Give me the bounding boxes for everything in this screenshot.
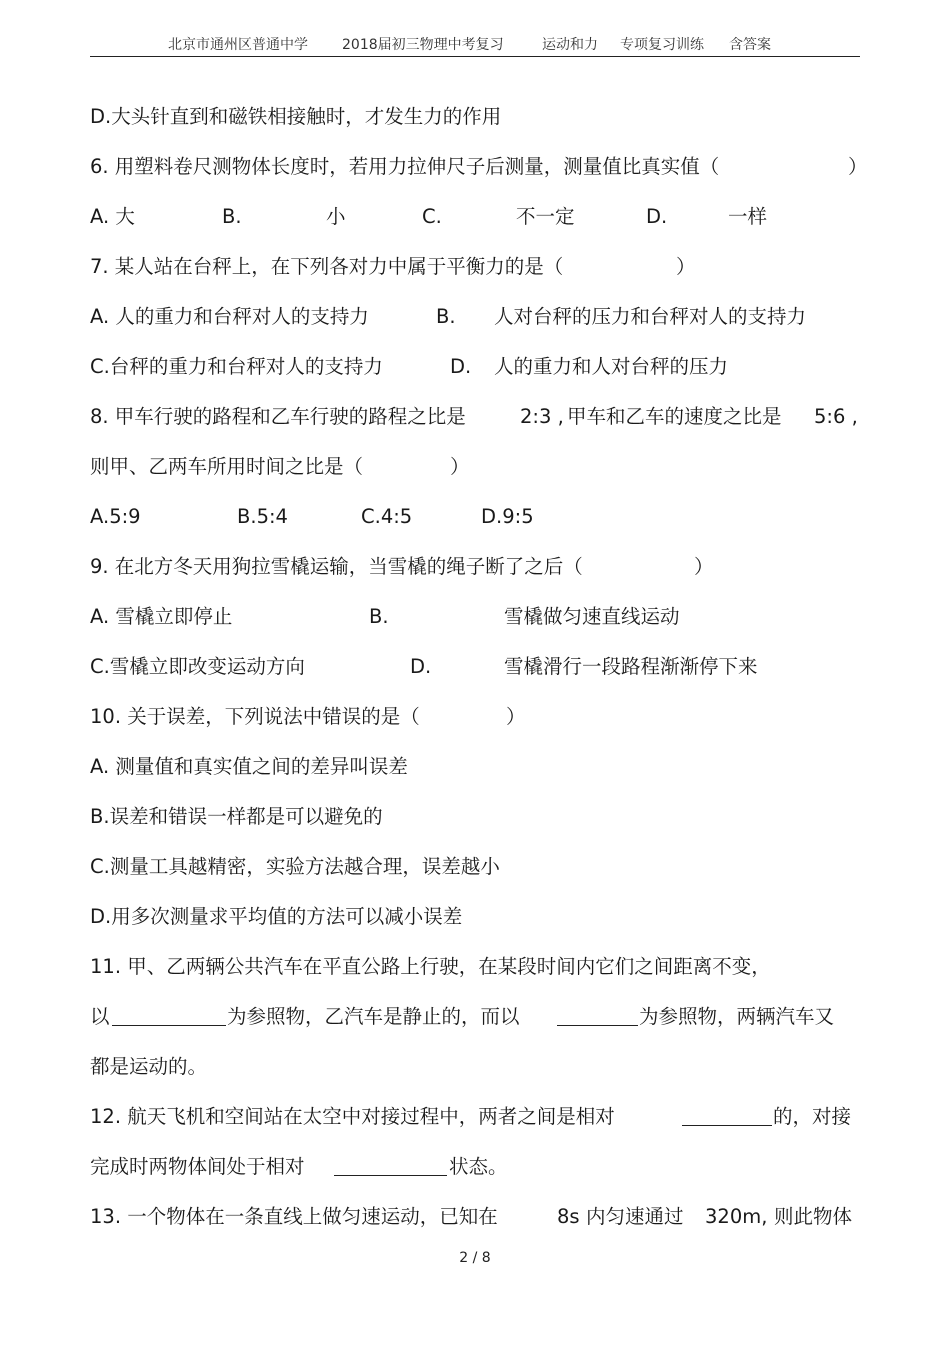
q9-option-d-text: 雪橇滑行一段路程渐渐停下来 (504, 655, 758, 678)
q10-option-a: A. 测量值和真实值之间的差异叫误差 (90, 755, 408, 778)
q7-option-c: C.台秤的重力和台秤对人的支持力 (90, 355, 383, 378)
q12-blank-2[interactable] (334, 1155, 447, 1176)
q11-blank-2[interactable] (557, 1005, 638, 1026)
header-topic: 运动和力 (542, 37, 598, 53)
q6-option-c-letter: C. (422, 205, 442, 228)
q6-option-c-text: 不一定 (516, 205, 575, 228)
q11-prefix: 以 (90, 1005, 110, 1028)
q7-option-b-text: 人对台秤的压力和台秤对人的支持力 (494, 305, 807, 328)
q6-option-b-letter: B. (222, 205, 242, 228)
q6-option-d-letter: D. (646, 205, 668, 228)
header-note: 含答案 (729, 37, 771, 53)
q8-option-a: A.5:9 (90, 505, 141, 528)
q11-line-3: 都是运动的。 (90, 1055, 208, 1078)
q8-option-d: D.9:5 (481, 505, 534, 528)
q13-stem-2: 内匀速通过 (586, 1205, 684, 1228)
q8-option-b: B.5:4 (237, 505, 288, 528)
q8-stem-2: 甲车和乙车的速度之比是 (567, 405, 782, 428)
header-series: 2018届初三物理中考复习 (342, 37, 504, 53)
q6-close-paren: ） (848, 155, 868, 178)
q9-option-c: C.雪橇立即改变运动方向 (90, 655, 305, 678)
q9-stem: 9. 在北方冬天用狗拉雪橇运输，当雪橇的绳子断了之后（ (90, 555, 583, 578)
q10-option-c: C.测量工具越精密，实验方法越合理，误差越小 (90, 855, 500, 878)
q7-option-a: A. 人的重力和台秤对人的支持力 (90, 305, 369, 328)
q11-middle: 为参照物，乙汽车是静止的，而以 (227, 1005, 520, 1028)
q9-option-a: A. 雪橇立即停止 (90, 605, 233, 628)
q12-line-2-suffix: 状态。 (449, 1155, 508, 1178)
q9-option-b-text: 雪橇做匀速直线运动 (504, 605, 680, 628)
q9-option-d-letter: D. (410, 655, 432, 678)
q13-time: 8s (557, 1205, 580, 1228)
q8-stem-3: 则甲、乙两车所用时间之比是（ (90, 455, 364, 478)
q8-ratio-speed: 5:6 , (814, 405, 858, 428)
q6-stem: 6. 用塑料卷尺测物体长度时，若用力拉伸尺子后测量，测量值比真实值（ (90, 155, 720, 178)
q9-close-paren: ） (694, 555, 714, 578)
header-school: 北京市通州区普通中学 (168, 37, 308, 53)
q11-suffix: 为参照物，两辆汽车又 (639, 1005, 835, 1028)
q6-option-b-text: 小 (326, 205, 346, 228)
q7-option-d-letter: D. (450, 355, 472, 378)
q7-close-paren: ） (676, 255, 696, 278)
q12-line-2-prefix: 完成时两物体间处于相对 (90, 1155, 305, 1178)
q12-after-blank: 的，对接 (773, 1105, 852, 1128)
q12-stem: 12. 航天飞机和空间站在太空中对接过程中，两者之间是相对 (90, 1105, 615, 1128)
q8-stem-1: 8. 甲车行驶的路程和乙车行驶的路程之比是 (90, 405, 466, 428)
q13-distance: 320m, (705, 1205, 768, 1228)
q8-ratio-distance: 2:3 , (520, 405, 564, 428)
page-header (90, 32, 860, 57)
q5-option-d: D.大头针直到和磁铁相接触时，才发生力的作用 (90, 105, 502, 128)
q10-close-paren: ） (506, 705, 526, 728)
q10-option-b: B.误差和错误一样都是可以避免的 (90, 805, 383, 828)
q12-blank-1[interactable] (682, 1105, 772, 1126)
q6-option-a: A. 大 (90, 205, 135, 228)
q10-stem: 10. 关于误差，下列说法中错误的是（ (90, 705, 420, 728)
q9-option-b-letter: B. (369, 605, 389, 628)
page-number: 2 / 8 (459, 1250, 491, 1266)
q13-stem-3: 则此物体 (774, 1205, 853, 1228)
q13-stem-1: 13. 一个物体在一条直线上做匀速运动，已知在 (90, 1205, 498, 1228)
q6-option-d-text: 一样 (728, 205, 768, 228)
q11-blank-1[interactable] (112, 1005, 226, 1026)
q7-stem: 7. 某人站在台秤上，在下列各对力中属于平衡力的是（ (90, 255, 564, 278)
q7-option-d-text: 人的重力和人对台秤的压力 (494, 355, 729, 378)
q10-option-d: D.用多次测量求平均值的方法可以减小误差 (90, 905, 463, 928)
q8-option-c: C.4:5 (361, 505, 413, 528)
q8-close-paren: ） (450, 455, 470, 478)
header-type: 专项复习训练 (620, 37, 704, 53)
q7-option-b-letter: B. (436, 305, 456, 328)
q11-line-1: 11. 甲、乙两辆公共汽车在平直公路上行驶，在某段时间内它们之间距离不变， (90, 955, 771, 978)
